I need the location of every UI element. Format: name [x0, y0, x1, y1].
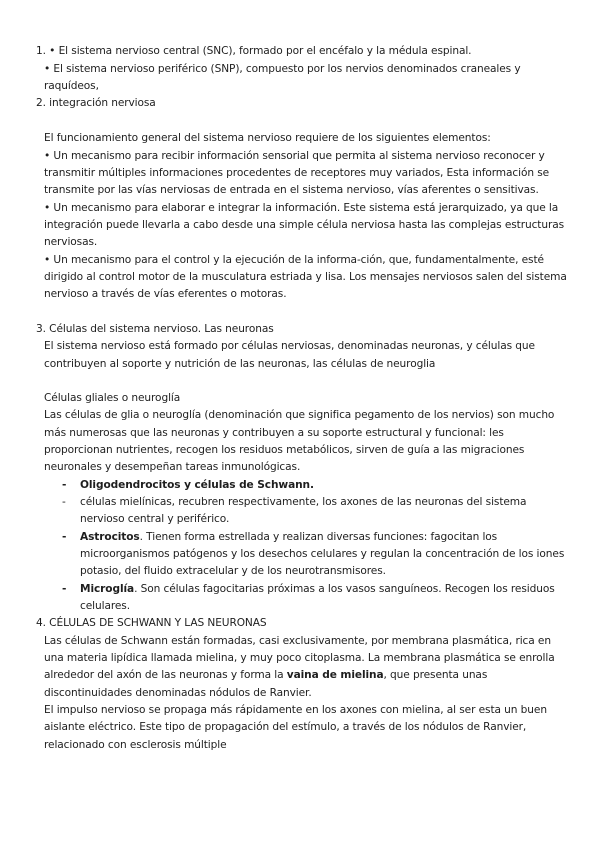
text-line: potasio, del fluido extracelular y de los neurotransmisores.: [80, 565, 386, 577]
text-line: El funcionamiento general del sistema nervioso requiere de los siguientes elementos:: [44, 132, 491, 144]
term-microglia: Microglía: [80, 583, 135, 595]
text-line: contribuyen al soporte y nutrición de las neuronas, las células de neuroglia: [44, 358, 436, 370]
dash-bullet: -: [62, 479, 67, 491]
text-line: proporcionan nutrientes, recogen los residuos metabólicos, sirven de guía a las migraciones: [44, 444, 525, 456]
text-line: El impulso nervioso se propaga más rápidamente en los axones con mielina, al ser esta un buen: [44, 704, 547, 716]
list-item-1-snc: 1. • El sistema nervioso central (SNC), formado por el encéfalo y la médula espinal.: [36, 45, 472, 57]
text-line: integración puede llevarla a cabo desde una simple célula nerviosa hasta las complejas estructuras: [44, 219, 565, 231]
text-line: Las células de glia o neuroglía (denominación que significa pegamento de los nervios) son mucho: [44, 409, 555, 421]
dash-bullet: -: [62, 496, 66, 508]
text-line: • El sistema nervioso periférico (SNP), compuesto por los nervios denominados craneales y: [44, 63, 521, 75]
text-line: transmite por las vías nerviosas de entrada en el sistema nervioso, vías aferentes o sensitivas.: [44, 184, 539, 196]
term-astrocitos: Astrocitos: [80, 531, 140, 543]
text-line: más numerosas que las neuronas y contribuyen a su soporte estructural y funcional: les: [44, 427, 504, 439]
text-line: discontinuidades denominadas nódulos de Ranvier.: [44, 687, 312, 699]
text-line: celulares.: [80, 600, 130, 612]
text-line: nervioso a través de vías eferentes o motoras.: [44, 288, 287, 300]
text-line: nervioso central y periférico.: [80, 513, 230, 525]
text-line: • Un mecanismo para el control y la ejecución de la informa-ción, que, fundamentalmente, esté: [44, 254, 544, 266]
text-line-vaina: [44, 668, 487, 682]
text-line: microorganismos patógenos y los desechos celulares y regulan la concentración de los iones: [80, 548, 565, 560]
text-line-astrocitos: [80, 530, 497, 544]
section-heading-4: 4. CÉLULAS DE SCHWANN Y LAS NEURONAS: [36, 617, 267, 629]
text-line: una materia lipídica llamada mielina, y muy poco citoplasma. La membrana plasmática se enrolla: [44, 652, 555, 664]
text-line: Las células de Schwann están formadas, casi exclusivamente, por membrana plasmática, rica en: [44, 635, 551, 647]
astrocitos-description: . Tienen forma estrellada y realizan diversas funciones: fagocitan los: [139, 531, 498, 543]
text-line: raquídeos,: [44, 80, 99, 92]
text-line: aislante eléctrico. Este tipo de propagación del estímulo, a través de los nódulos de Ranvier,: [44, 721, 527, 733]
microglia-description: . Son células fagocitarias próximas a los vasos sanguíneos. Recogen los residuos: [134, 583, 555, 595]
text-line: • Un mecanismo para elaborar e integrar la información. Este sistema está jerarquizado, ya que la: [44, 202, 559, 214]
dash-bullet: -: [62, 531, 67, 543]
vaina-suffix: , que presenta unas: [383, 669, 488, 681]
text-line-microglia: [80, 582, 555, 596]
vaina-prefix: alrededor del axón de las neuronas y forma la: [44, 669, 287, 681]
text-line: dirigido al control motor de la musculatura estriada y lisa. Los mensajes nerviosos salen del sistema: [44, 271, 567, 283]
term-vaina-de-mielina: vaina de mielina: [286, 669, 384, 681]
subheading-glia: Células gliales o neuroglía: [44, 392, 181, 404]
text-line: células mielínicas, recubren respectivamente, los axones de las neuronas del sistema: [80, 496, 527, 508]
text-line: • Un mecanismo para recibir información sensorial que permita al sistema nervioso reconocer y: [44, 150, 545, 162]
section-heading-2: 2. integración nerviosa: [36, 97, 156, 109]
section-heading-3: 3. Células del sistema nervioso. Las neuronas: [36, 323, 274, 335]
text-line: relacionado con esclerosis múltiple: [44, 739, 227, 751]
term-oligodendrocitos: Oligodendrocitos y células de Schwann.: [80, 479, 314, 491]
dash-bullet: -: [62, 583, 67, 595]
text-line: El sistema nervioso está formado por células nerviosas, denominadas neuronas, y células que: [44, 340, 535, 352]
text-line: neuronales y desempeñan tareas inmunológicas.: [44, 461, 301, 473]
text-line: transmitir múltiples informaciones procedentes de receptores muy variados, Esta información se: [44, 167, 550, 179]
text-line: nerviosas.: [44, 236, 98, 248]
